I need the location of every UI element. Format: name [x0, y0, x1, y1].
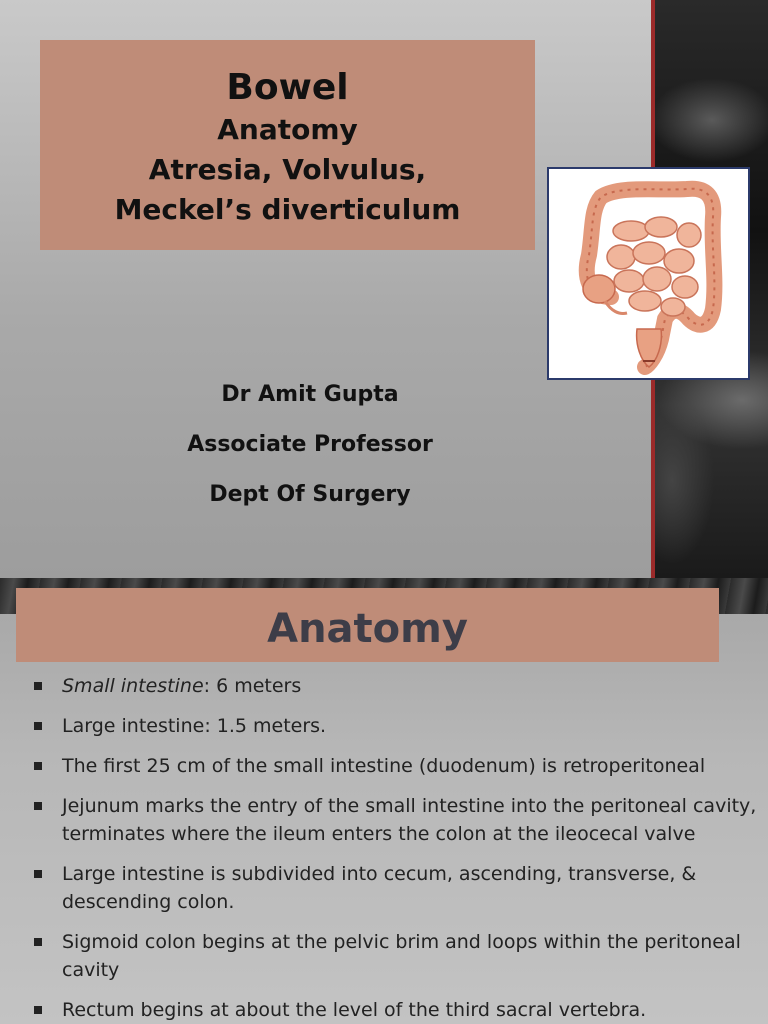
list-item — [32, 712, 762, 740]
author-name: Dr Amit Gupta — [221, 382, 399, 407]
anatomy-bullet-list — [32, 672, 762, 1024]
bullet-text: Large intestine: 1.5 meters. — [62, 715, 327, 737]
list-item — [32, 860, 762, 916]
square-bullet-icon — [34, 802, 42, 810]
subtitle-line-3: Meckel’s diverticulum — [114, 193, 461, 226]
list-item — [32, 672, 762, 700]
subtitle-line-1: Anatomy — [217, 113, 358, 146]
square-bullet-icon — [34, 722, 42, 730]
square-bullet-icon — [34, 762, 42, 770]
bullet-text: Sigmoid colon begins at the pelvic brim and loops within the peritoneal cavity — [62, 931, 741, 981]
author-position: Associate Professor — [187, 432, 433, 457]
bullet-text: The first 25 cm of the small intestine (duodenum) is retroperitoneal — [62, 755, 706, 777]
intestine-illustration-svg — [549, 169, 748, 378]
square-bullet-icon — [34, 1006, 42, 1014]
subtitle-line-2: Atresia, Volvulus, — [148, 153, 427, 186]
anatomy-title-box — [16, 588, 719, 662]
square-bullet-icon — [34, 682, 42, 690]
bullet-text: : 6 meters — [203, 675, 302, 697]
anatomy-slide — [0, 578, 768, 1024]
square-bullet-icon — [34, 938, 42, 946]
slide-title: Bowel — [226, 67, 349, 108]
bullet-text: Rectum begins at about the level of the third sacral vertebra. — [62, 999, 647, 1021]
bullet-emphasis: Small intestine — [62, 675, 204, 697]
title-box — [40, 40, 535, 250]
list-item — [32, 752, 762, 780]
list-item — [32, 996, 762, 1024]
anatomy-title: Anatomy — [267, 606, 468, 652]
author-department: Dept Of Surgery — [209, 482, 411, 507]
intestine-illustration-icon — [547, 167, 750, 380]
bullet-text: Large intestine is subdivided into cecum, ascending, transverse, & descending colon. — [62, 863, 697, 913]
list-item — [32, 792, 762, 848]
list-item — [32, 928, 762, 984]
bullet-text: Jejunum marks the entry of the small intestine into the peritoneal cavity, terminates where the ileum enters the colon at the ileocecal valve — [62, 795, 757, 845]
square-bullet-icon — [34, 870, 42, 878]
